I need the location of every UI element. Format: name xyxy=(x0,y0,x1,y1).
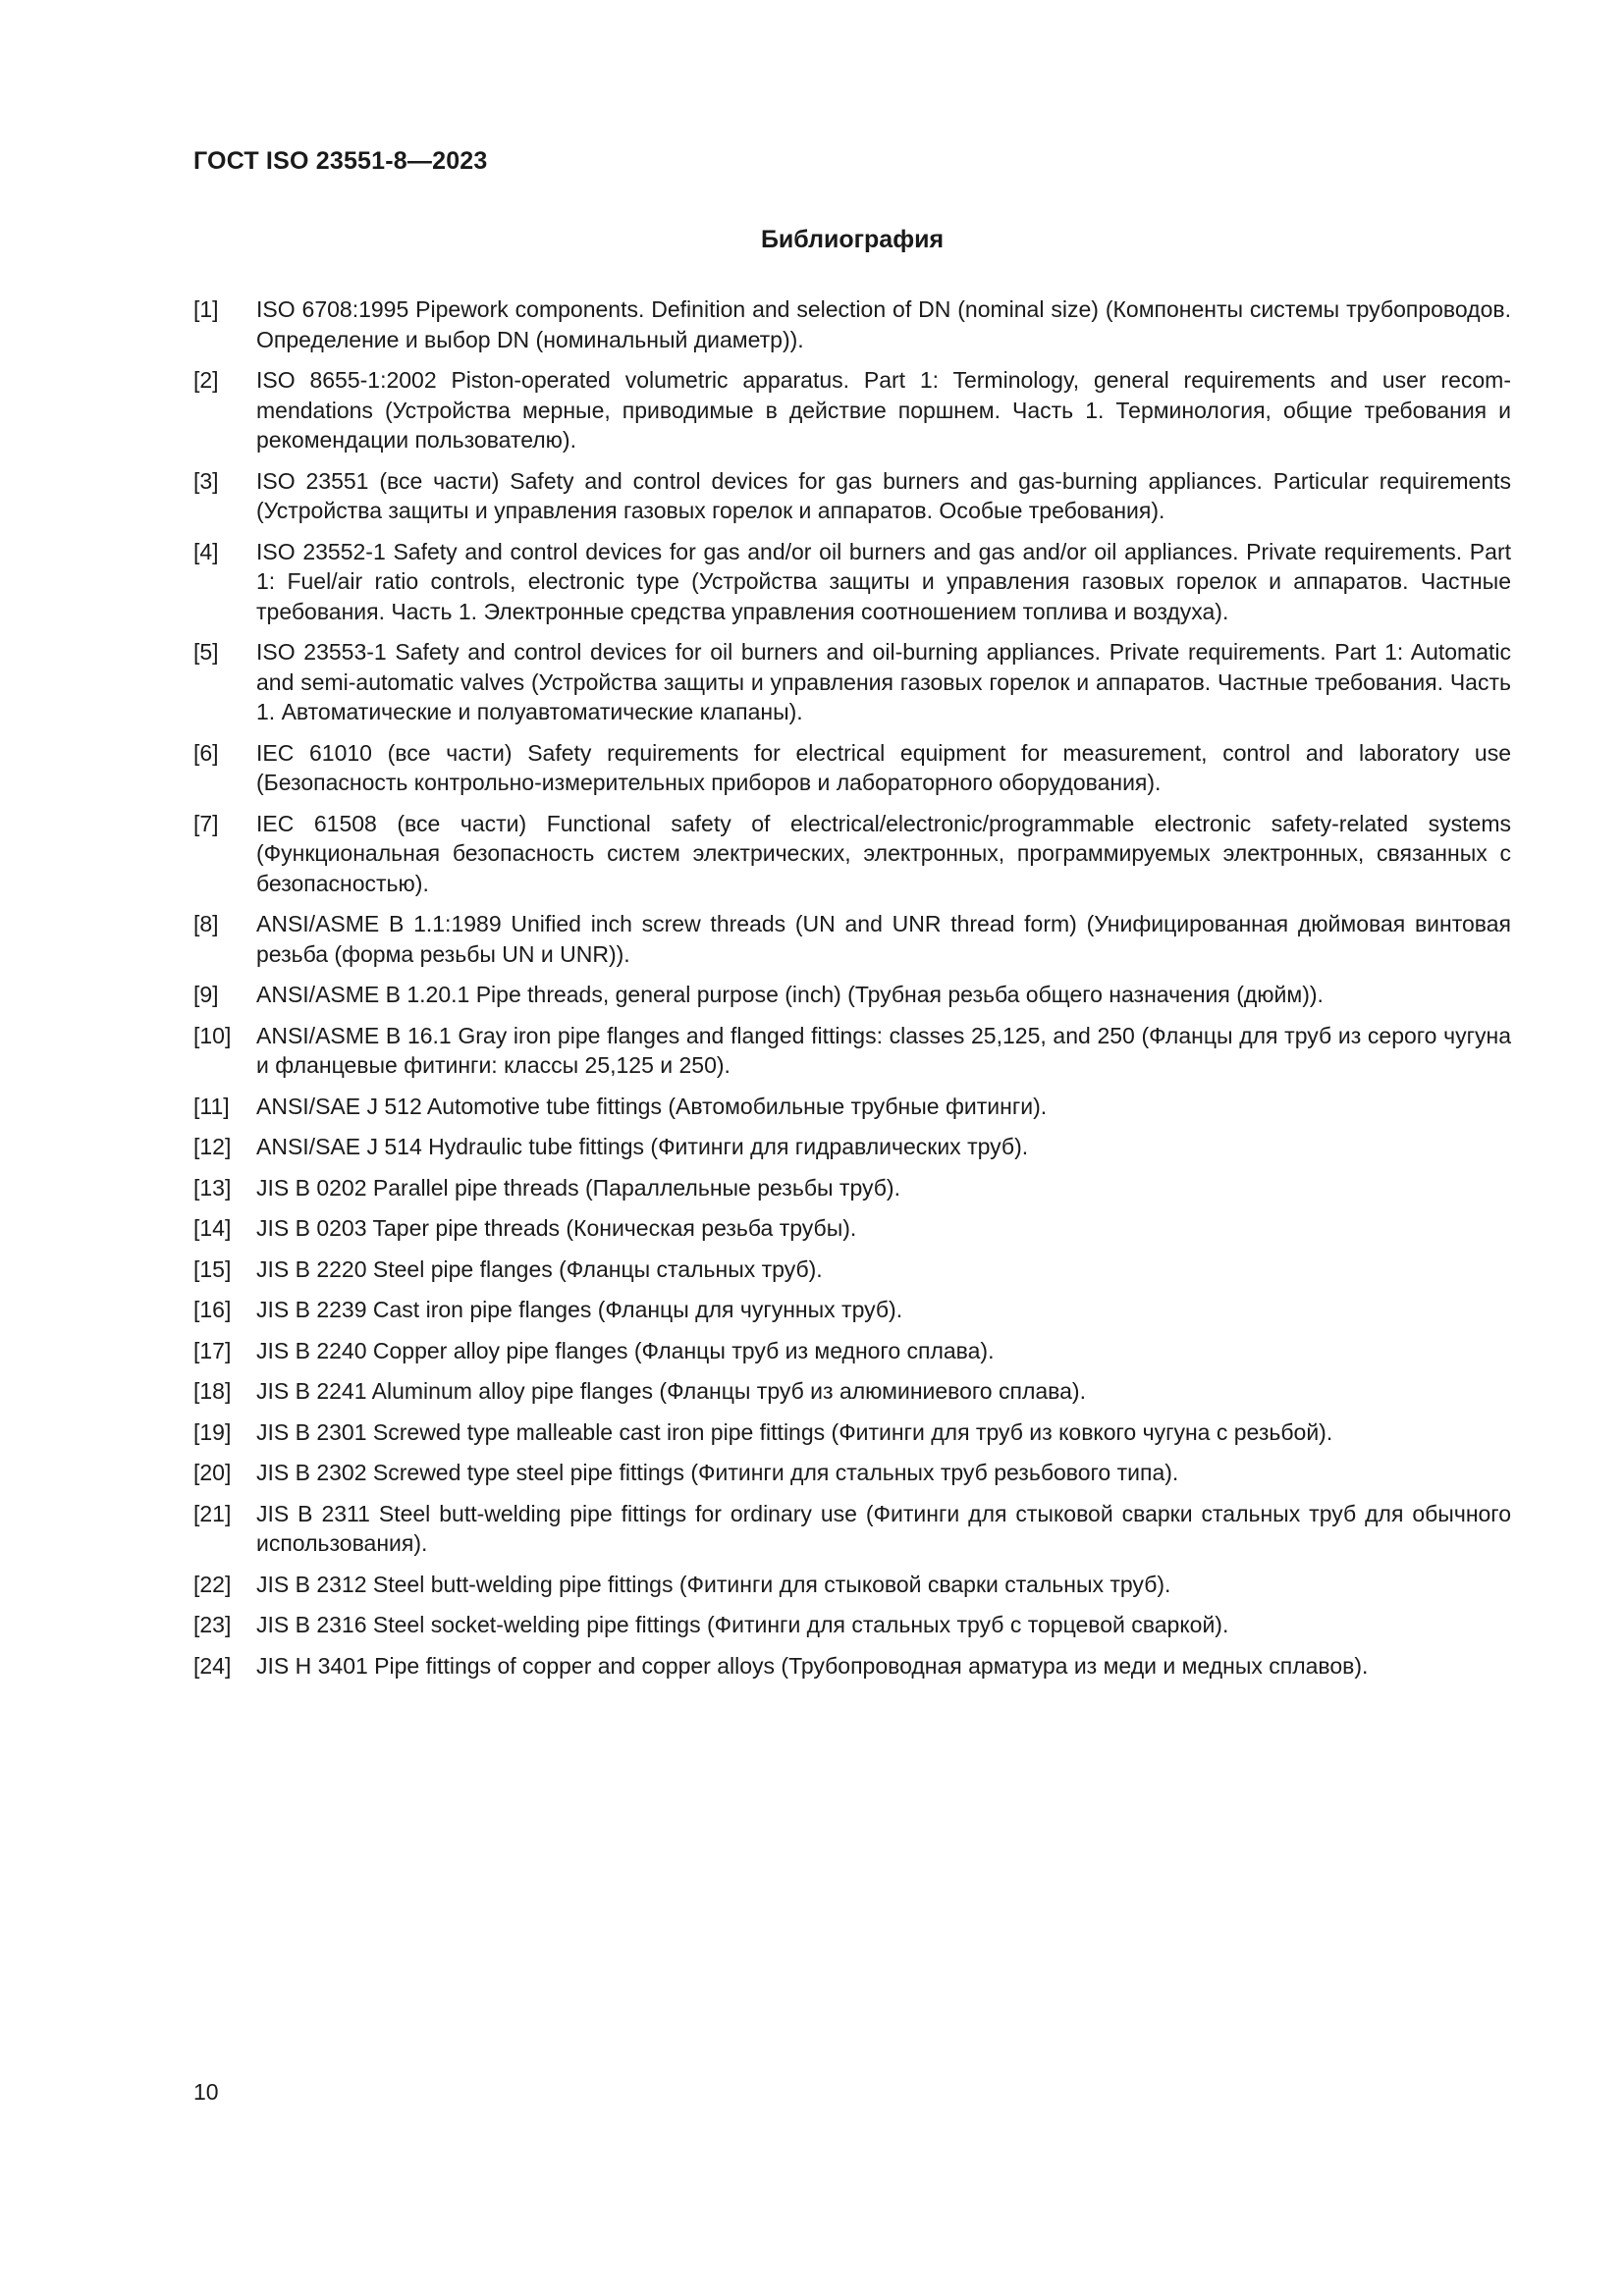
document-header: ГОСТ ISO 23551-8—2023 xyxy=(193,147,488,175)
reference-number: [1] xyxy=(193,296,219,322)
page-number: 10 xyxy=(193,2079,219,2105)
reference-number: [2] xyxy=(193,367,219,393)
reference-text: JIS B 2240 Copper alloy pipe flanges (Фланцы труб из медного сплава). xyxy=(256,1337,995,1363)
bibliography-item xyxy=(193,1092,1511,1122)
reference-number: [21] xyxy=(193,1500,232,1526)
reference-text: JIS B 0203 Taper pipe threads (Коническая резьба трубы). xyxy=(256,1215,857,1241)
bibliography-item xyxy=(193,1132,1511,1162)
reference-number: [6] xyxy=(193,739,219,766)
reference-text: JIS B 2220 Steel pipe flanges (Фланцы стальных труб). xyxy=(256,1255,823,1282)
reference-number: [15] xyxy=(193,1255,232,1282)
bibliography-item xyxy=(193,738,1511,798)
bibliography-item xyxy=(193,809,1511,899)
reference-text: ISO 23553-1 Safety and control devices for oil burners and oil-burning appliances. Private requirements. Part 1: Automatic and semi-automatic valves (Устройства защиты и управления газовых горелок и аппаратов. Частные требования. Часть 1. Автоматические и полуавтоматические клапаны). xyxy=(256,639,1511,724)
bibliography-item xyxy=(193,1213,1511,1244)
reference-number: [17] xyxy=(193,1337,232,1363)
bibliography-item xyxy=(193,1458,1511,1488)
reference-number: [5] xyxy=(193,639,219,665)
reference-text: ANSI/ASME B 1.20.1 Pipe threads, general purpose (inch) (Трубная резьба общего назначения (дюйм)). xyxy=(256,982,1324,1007)
bibliography-item xyxy=(193,1255,1511,1285)
reference-number: [16] xyxy=(193,1297,232,1322)
bibliography-item xyxy=(193,1499,1511,1559)
section-title: Библиография xyxy=(760,226,945,253)
bibliography-item xyxy=(193,1376,1511,1407)
reference-number: [20] xyxy=(193,1460,232,1485)
bibliography-item xyxy=(193,1021,1511,1081)
bibliography-item xyxy=(193,1570,1511,1600)
reference-text: JIS B 0202 Parallel pipe threads (Параллельные резьбы труб). xyxy=(256,1174,900,1201)
reference-number: [4] xyxy=(193,538,219,564)
reference-text: JIS B 2239 Cast iron pipe flanges (Фланцы для чугунных труб). xyxy=(256,1297,903,1322)
bibliography-item xyxy=(193,294,1511,354)
reference-text: ISO 23552-1 Safety and control devices for gas and/or oil burners and gas and/or oil appliances. Private requirements. Part 1: Fuel/air ratio controls, electronic type (Устройства защиты и управления газовых горелок и аппаратов. Частные требования. Часть 1. Электронные средства управления соотношением топлива и воздуха). xyxy=(256,538,1511,624)
reference-text: JIS B 2312 Steel butt-welding pipe fittings (Фитинги для стыковой сварки стальных труб). xyxy=(256,1571,1171,1597)
reference-number: [11] xyxy=(193,1093,230,1119)
bibliography-item xyxy=(193,1336,1511,1366)
reference-number: [23] xyxy=(193,1612,232,1637)
reference-number: [14] xyxy=(193,1215,232,1241)
reference-text: JIS B 2311 Steel butt-welding pipe fittings for ordinary use (Фитинги для стыковой сварки стальных труб для обычного использования). xyxy=(256,1500,1511,1556)
reference-number: [13] xyxy=(193,1174,232,1201)
reference-number: [7] xyxy=(193,810,219,836)
bibliography-list xyxy=(193,294,1511,1691)
reference-text: ISO 8655-1:2002 Piston-operated volumetric apparatus. Part 1: Terminology, general requirements and user recommendations (Устройства мерные, приводимые в действие поршнем. Часть 1. Терминология, общие требования и рекомендации пользователю). xyxy=(256,367,1511,453)
reference-number: [10] xyxy=(193,1022,232,1048)
reference-text: JIS B 2241 Aluminum alloy pipe flanges (Фланцы труб из алюминиевого сплава). xyxy=(256,1378,1086,1404)
bibliography-item xyxy=(193,1651,1511,1682)
reference-text: JIS B 2316 Steel socket-welding pipe fittings (Фитинги для стальных труб с торцевой сваркой). xyxy=(256,1612,1229,1637)
reference-text: ISO 6708:1995 Pipework components. Definition and selection of DN (nominal size) (Компоненты системы трубопроводов. Определение и выбор DN (номинальный диаметр)). xyxy=(256,296,1511,352)
bibliography-item xyxy=(193,1295,1511,1325)
reference-text: ANSI/SAE J 514 Hydraulic tube fittings (Фитинги для гидравлических труб). xyxy=(256,1134,1029,1159)
reference-number: [8] xyxy=(193,911,219,936)
bibliography-item xyxy=(193,1610,1511,1640)
bibliography-item xyxy=(193,637,1511,727)
reference-text: ISO 23551 (все части) Safety and control devices for gas burners and gas-burning appliances. Particular requirements (Устройства защиты и управления газовых горелок и аппаратов. Особые требования). xyxy=(256,467,1511,523)
bibliography-item xyxy=(193,1173,1511,1203)
bibliography-item xyxy=(193,1417,1511,1448)
reference-number: [22] xyxy=(193,1571,232,1597)
reference-number: [19] xyxy=(193,1418,232,1445)
reference-text: JIS B 2301 Screwed type malleable cast iron pipe fittings (Фитинги для труб из ковкого чугуна с резьбой). xyxy=(256,1418,1333,1445)
reference-number: [18] xyxy=(193,1378,232,1404)
reference-number: [12] xyxy=(193,1134,232,1159)
bibliography-item xyxy=(193,466,1511,526)
reference-text: ANSI/ASME B 16.1 Gray iron pipe flanges and flanged fittings: classes 25,125, and 250 (Фланцы для труб из серого чугуна и фланцевые фитинги: классы 25,125 и 250). xyxy=(256,1022,1511,1078)
reference-text: IEC 61010 (все части) Safety requirements for electrical equipment for measurement, control and laboratory use (Безопасность контрольно-измерительных приборов и лабораторного оборудования). xyxy=(256,739,1511,795)
reference-text: ANSI/SAE J 512 Automotive tube fittings (Автомобильные трубные фитинги). xyxy=(256,1093,1048,1119)
reference-number: [3] xyxy=(193,467,219,494)
bibliography-item xyxy=(193,909,1511,969)
bibliography-item xyxy=(193,537,1511,627)
reference-text: JIS B 2302 Screwed type steel pipe fittings (Фитинги для стальных труб резьбового типа). xyxy=(256,1460,1179,1485)
reference-text: IEC 61508 (все части) Functional safety of electrical/electronic/programmable electronic safety-related systems (Функциональная безопасность систем электрических, электронных, программируемых электронных, связанных с безопасностью). xyxy=(256,810,1511,896)
reference-text: ANSI/ASME B 1.1:1989 Unified inch screw threads (UN and UNR thread form) (Унифицированная дюймовая винтовая резьба (форма резьбы UN и UNR)). xyxy=(256,911,1511,967)
reference-text: JIS H 3401 Pipe fittings of copper and copper alloys (Трубопроводная арматура из меди и медных сплавов). xyxy=(256,1652,1369,1679)
bibliography-item xyxy=(193,365,1511,455)
bibliography-item xyxy=(193,980,1511,1010)
reference-number: [9] xyxy=(193,982,219,1007)
reference-number: [24] xyxy=(193,1652,232,1679)
